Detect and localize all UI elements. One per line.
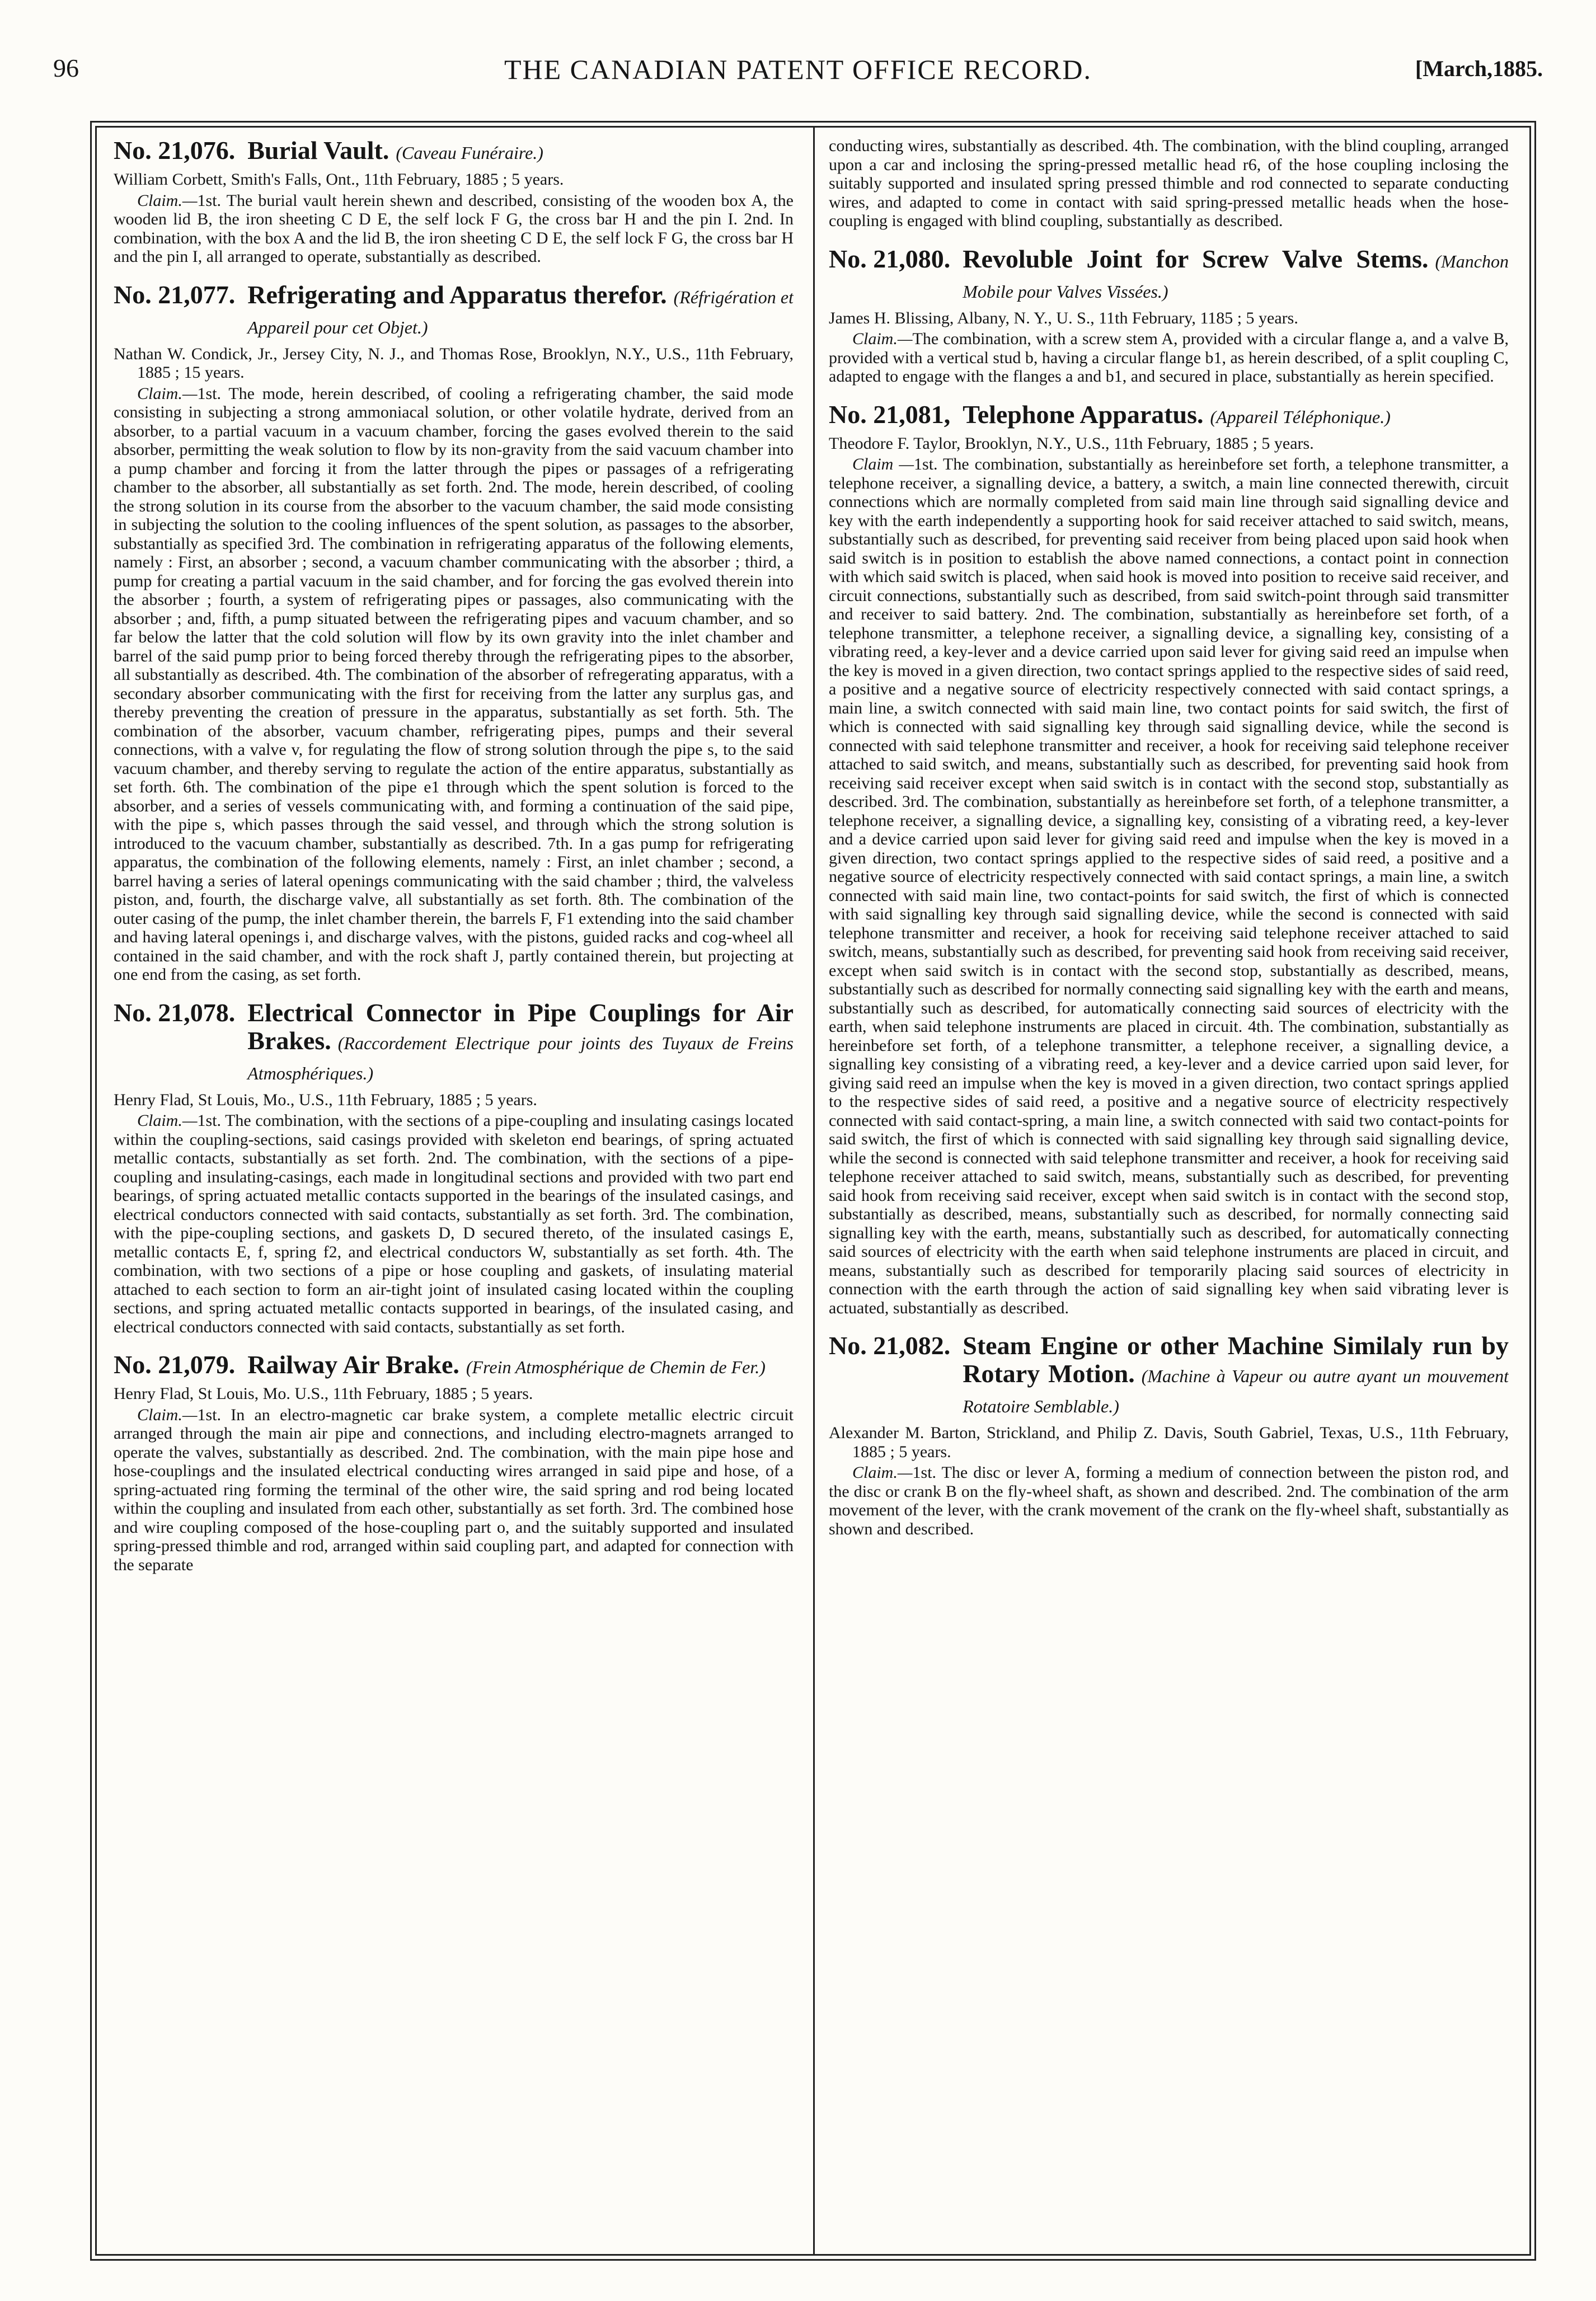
page-header: [53, 53, 1543, 92]
entry-heading: [829, 245, 1509, 306]
claim-label: Claim.—: [852, 330, 913, 348]
claim-label: Claim.—: [137, 384, 198, 403]
issue-date: [March,1885.: [1415, 56, 1543, 81]
inventors: Alexander M. Barton, Strickland, and Philip Z. Davis, South Gabriel, Texas, U.S., 11th February, 1885 ; 5 years.: [829, 1424, 1509, 1461]
patent-number: No. 21,079.: [114, 1350, 236, 1379]
entry-heading: [114, 137, 794, 167]
patent-number: No. 21,080.: [829, 244, 951, 273]
patent-number: No. 21,076.: [114, 137, 236, 165]
patent-title: Steam Engine or other Machine Similaly run by Rotary Motion. (Machine à Vapeur ou autre ayant un mouvement Rotatoire Semblable.): [963, 1331, 1509, 1416]
patent-title: Revoluble Joint for Screw Valve Stems. (Manchon Mobile pour Valves Vissées.): [963, 244, 1509, 302]
patent-entry-21077: [114, 281, 794, 984]
patent-number: No. 21,082.: [829, 1331, 951, 1360]
patent-entry-21076: [114, 137, 794, 266]
claim-label: Claim —: [852, 455, 914, 473]
continued-claim: [829, 137, 1509, 231]
patent-title: Telephone Apparatus. (Appareil Téléphonique.): [963, 400, 1391, 429]
publication-title: THE CANADIAN PATENT OFFICE RECORD.: [504, 54, 1092, 85]
entry-heading: [114, 281, 794, 341]
patent-title: Refrigerating and Apparatus therefor. (Réfrigération et Appareil pour cet Objet.): [247, 280, 794, 337]
entry-heading: [829, 1332, 1509, 1420]
patent-entry-21081: [829, 401, 1509, 1318]
claim-text: Claim —1st. The combination, substantially as hereinbefore set forth, a telephone transmitter, a telephone receiver, a signalling device, a battery, a switch, a main line connected therewith, circuit connections which are normally completed from said main line through said signalling device and key with the earth independently a supporting hook for said receiver attached to said switch, means, substantially such as described, for preventing said receiver from being placed upon said hook when said switch is in position to establish the above named connections, a contact point in connection with which said switch is placed, when said hook is moved into position to receive said receiver, and circuit connections, substantially such as described, from said switch-point through said transmitter and receiver to said battery. 2nd. The combination, substantially as hereinbefore set forth, of a telephone transmitter, a telephone receiver, a signalling device, a signalling key, consisting of a vibrating reed, a key-lever and a device carried upon said lever for giving said reed an impulse when the key is moved in a given direction, two contact springs applied to the respective sides of said reed, a positive and a negative source of electricity respectively connected with said contact springs, a main line, a switch connected with said main line, two contact points for said switch, the first of which is connected with said signalling key through said signalling device, while the second is connected with said telephone transmitter and receiver, a hook for receiving said telephone receiver attached to said switch, and means, substantially such as described, for preventing said hook from receiving said receiver except when said switch is in contact with the second stop, substantially as described. 3rd. The combination, substantially as hereinbefore set forth, of a telephone transmitter, a telephone receiver, a signalling device, a signalling key, consisting of a vibrating reed, a key-lever and a device carried upon said lever for giving said reed and impulse when the key is moved in a given direction, two contact springs applied to the respective sides of said reed, a positive and a negative source of electricity respectively connected with said contact springs, a main line, a switch connected with said main line, two contact-points for said switch, the first of which is connected with said signalling key through said signalling device, while the second is connected with said telephone transmitter and receiver, a hook for receiving said telephone receiver attached to said switch, means, substantially such as described, for preventing said hook from receiving said receiver, except when said switch is in contact with the second stop, substantially as described, means, substantially such as described for normally connecting said signalling key with the earth and means, substantially such as described, for automatically connecting said sources of electricity with the earth, when said telephone instruments are placed in circuit. 4th. The combination, substantially as hereinbefore set forth, of a telephone transmitter, a telephone receiver, a signalling device, a signalling key consisting of a vibrating reed, a key-lever and a device carried upon said lever, for giving said reed an impulse when the key is moved in a given direction, two contact springs applied to the respective sides of said reed, a positive and a negative source of electricity respectively connected with said contact-spring, a main line, a switch connected with said two contact-points for said switch, the first of which is connected with said signalling key through said signalling device, while the second is connected with said telephone transmitter and receiver, a hook for receiving said telephone receiver attached to said switch, means, substantially such as described, for preventing said hook from receiving said receiver, except when said switch is in contact with the second stop, substantially as described, means, substantially such as described, for normally connecting said signalling key with the earth, means, substantially such as described, for automatically connecting said sources of electricity with the earth when said telephone instruments are placed in circuit, and means, substantially such as described for temporarily placing said sources of electricity in connection with the earth through the action of said signalling key when said vibrating lever is actuated, substantially as described.: [829, 455, 1509, 1317]
column-divider: [813, 128, 815, 2254]
claim-text: Claim.—1st. The combination, with the sections of a pipe-coupling and insulating casings located within the coupling-sections, said casings provided with skeleton end bearings, of spring actuated metallic contacts, substantially as set forth. 2nd. The combination, with the sections of a pipe-coupling and insulating-casings, each made in longitudinal sections and provided with two part end bearings, of spring actuated metallic contacts supported in the bearings of the insulated casings, and electrical conductors connected with said contacts, substantially as set forth. 3rd. The combination, with the pipe-coupling sections, and gaskets D, D secured thereto, of the insulated casings E, metallic contacts E, f, spring f2, and electrical conductors W, substantially as set forth. 4th. The combination, with two sections of a pipe or hose coupling and gaskets, of insulating material attached to each section to form an air-tight joint of insulated casing located within the coupling sections, and spring actuated metallic contacts supported in bearings, of the insulated casing, and electrical conductors connected with said contacts, substantially as set forth.: [114, 1111, 794, 1336]
claim-label: Claim.—: [137, 1111, 198, 1130]
french-title: (Manchon Mobile pour Valves Vissées.): [963, 251, 1509, 302]
claim-text: Claim.—1st. The burial vault herein shewn and described, consisting of the wooden box A, the wooden lid B, the iron sheeting C D E, the self lock F G, the cross bar H and the pin I. 2nd. In combination, with the box A and the lid B, the iron sheeting C D E, the self lock F G, the cross bar H and the pin I, all arranged to operate, substantially as described.: [114, 191, 794, 266]
patent-title: Electrical Connector in Pipe Couplings for Air Brakes. (Raccordement Electrique pour joints des Tuyaux de Freins Atmosphériques.): [247, 998, 794, 1083]
right-column: [829, 137, 1509, 2241]
inventors: Henry Flad, St Louis, Mo. U.S., 11th February, 1885 ; 5 years.: [114, 1384, 533, 1403]
inventors: William Corbett, Smith's Falls, Ont., 11th February, 1885 ; 5 years.: [114, 170, 564, 189]
patent-entry-21079: [114, 1351, 794, 1574]
left-column: [114, 137, 794, 2241]
patent-number: No. 21,078.: [114, 998, 236, 1027]
patent-entry-21080: [829, 245, 1509, 386]
french-title: (Raccordement Electrique pour joints des Tuyaux de Freins Atmosphériques.): [247, 1032, 794, 1083]
inventors: Henry Flad, St Louis, Mo., U.S., 11th February, 1885 ; 5 years.: [114, 1090, 537, 1109]
entry-heading: [829, 401, 1509, 431]
page-number: 96: [53, 54, 79, 82]
continuation-text: conducting wires, substantially as described. 4th. The combination, with the blind coupling, arranged upon a car and inclosing the spring-pressed metallic head r6, of the hose coupling inclosing the suitably supported and insulated spring pressed thimble and rod connected to separate conducting wires, and adapted to come in contact with said spring-pressed metallic heads when the hose-coupling is engaged with blind coupling, substantially as described.: [829, 137, 1509, 230]
patent-number: No. 21,077.: [114, 280, 236, 309]
inventors: Nathan W. Condick, Jr., Jersey City, N. J., and Thomas Rose, Brooklyn, N.Y., U.S., 11th February, 1885 ; 15 years.: [114, 344, 794, 382]
inventors: Theodore F. Taylor, Brooklyn, N.Y., U.S., 11th February, 1885 ; 5 years.: [829, 434, 1314, 453]
patent-title: Burial Vault. (Caveau Funéraire.): [247, 137, 543, 165]
entry-heading: [114, 999, 794, 1087]
french-title: (Appareil Téléphonique.): [1210, 406, 1391, 427]
claim-text: Claim.—1st. The disc or lever A, forming a medium of connection between the piston rod, and the disc or crank B on the fly-wheel shaft, as shown and described. 2nd. The combination of the arm movement of the lever, with the crank movement of the crank on the fly-wheel shaft, substantially as shown and described.: [829, 1463, 1509, 1538]
patent-entry-21082: [829, 1332, 1509, 1538]
french-title: (Machine à Vapeur ou autre ayant un mouvement Rotatoire Semblable.): [963, 1366, 1509, 1416]
patent-title: Railway Air Brake. (Frein Atmosphérique de Chemin de Fer.): [247, 1350, 766, 1379]
french-title: (Caveau Funéraire.): [396, 143, 543, 163]
claim-label: Claim.—: [137, 191, 198, 210]
french-title: (Frein Atmosphérique de Chemin de Fer.): [466, 1357, 766, 1377]
claim-text: Claim.—1st. In an electro-magnetic car brake system, a complete metallic electric circuit arranged through the main air pipe and connections, and including electro-magnets arranged to operate the valves, substantially as described. 2nd. The combination, with the main pipe hose and hose-couplings and the insulated electrical conducting wires arranged in said pipe and hose, of a spring-actuated ring forming the terminal of the other wire, the said spring and rod being located within the coupling and insulated from each other, substantially as set forth. 3rd. The combined hose and wire coupling composed of the hose-coupling part o, and the suitably supported and insulated spring-pressed thimble and rod, arranged within said coupling part, and adapted for connection with the separate: [114, 1405, 794, 1574]
claim-text: Claim.—1st. The mode, herein described, of cooling a refrigerating chamber, the said mode consisting in subjecting a strong ammoniacal solution, or other volatile hydrate, derived from an absorber, to a partial vacuum in a vacuum chamber, forcing the gases evolved therein to the said absorber, permitting the weak solution to flow by its non-gravity from the said vacuum chamber into a pump chamber and forcing it from the latter through the pipes or passages of a refrigerating chamber to the absorber, all substantially as set forth. 2nd. The mode, herein described, of cooling the strong solution in its course from the absorber to the vacuum chamber, the said mode consisting in subjecting the solution to the cooling influences of the spent solution, as passages to the absorber, substantially as specified 3rd. The combination in refrigerating apparatus of the following elements, namely : First, an absorber ; second, a vacuum chamber communicating with the absorber ; third, a pump for creating a partial vacuum in the said chamber, and for forcing the gas evolved therein into the absorber ; fourth, a system of refrigerating pipes or passages, also communicating with the absorber ; and, fifth, a pump situated between the refrigerating pipes and vacuum chamber, and so far below the latter that the cold solution will flow by its own gravity into the inlet chamber and barrel of the said pump prior to being forced thereby through the refrigerating pipes to the absorber, all substantially as described. 4th. The combination of the absorber of refregerating apparatus, with a secondary absorber communicating with the first for receiving from the latter any surplus gas, and thereby preventing the creation of pressure in the apparatus, substantially as set forth. 5th. The combination of the absorber, vacuum chamber, refrigerating pipes, pumps and their several connections, with a valve v, for regulating the flow of strong solution through the pipe s, to the said vacuum chamber, and thereby serving to regulate the action of the entire apparatus, substantially as set forth. 6th. The combination of the pipe e1 through which the spent solution is forced to the absorber, and a series of vessels communicating with, and forming a continuation of the said pipe, with the pipe s, which passes through the said vessel, and through which the strong solution is introduced to the vacuum chamber, substantially as described. 7th. In a gas pump for refrigerating apparatus, the combination of the following elements, namely : First, an inlet chamber ; second, a barrel having a series of lateral openings communicating with the said chamber ; third, the valveless piston, and, fourth, the discharge valve, all substantially as set forth. 8th. The combination of the outer casing of the pump, the inlet chamber therein, the barrels F, F1 extending into the said chamber and having lateral openings i, and discharge valves, with the pistons, guided racks and cog-wheel all contained in the said chamber, and with the rock shaft J, partly contained therein, but projecting at one end from the casing, as set forth.: [114, 384, 794, 984]
claim-text: Claim.—The combination, with a screw stem A, provided with a circular flange a, and a valve B, provided with a vertical stud b, having a circular flange b1, as herein described, of a split coupling C, adapted to engage with the flanges a and b1, and secured in place, substantially as herein specified.: [829, 330, 1509, 386]
content-frame: [95, 126, 1531, 2256]
french-title: (Réfrigération et Appareil pour cet Objet.): [247, 287, 794, 337]
entry-heading: [114, 1351, 794, 1381]
patent-entry-21078: [114, 999, 794, 1337]
claim-label: Claim.—: [852, 1463, 913, 1482]
inventors: James H. Blissing, Albany, N. Y., U. S., 11th February, 1185 ; 5 years.: [829, 308, 1298, 327]
claim-label: Claim.—: [137, 1405, 198, 1424]
patent-number: No. 21,081,: [829, 400, 951, 429]
